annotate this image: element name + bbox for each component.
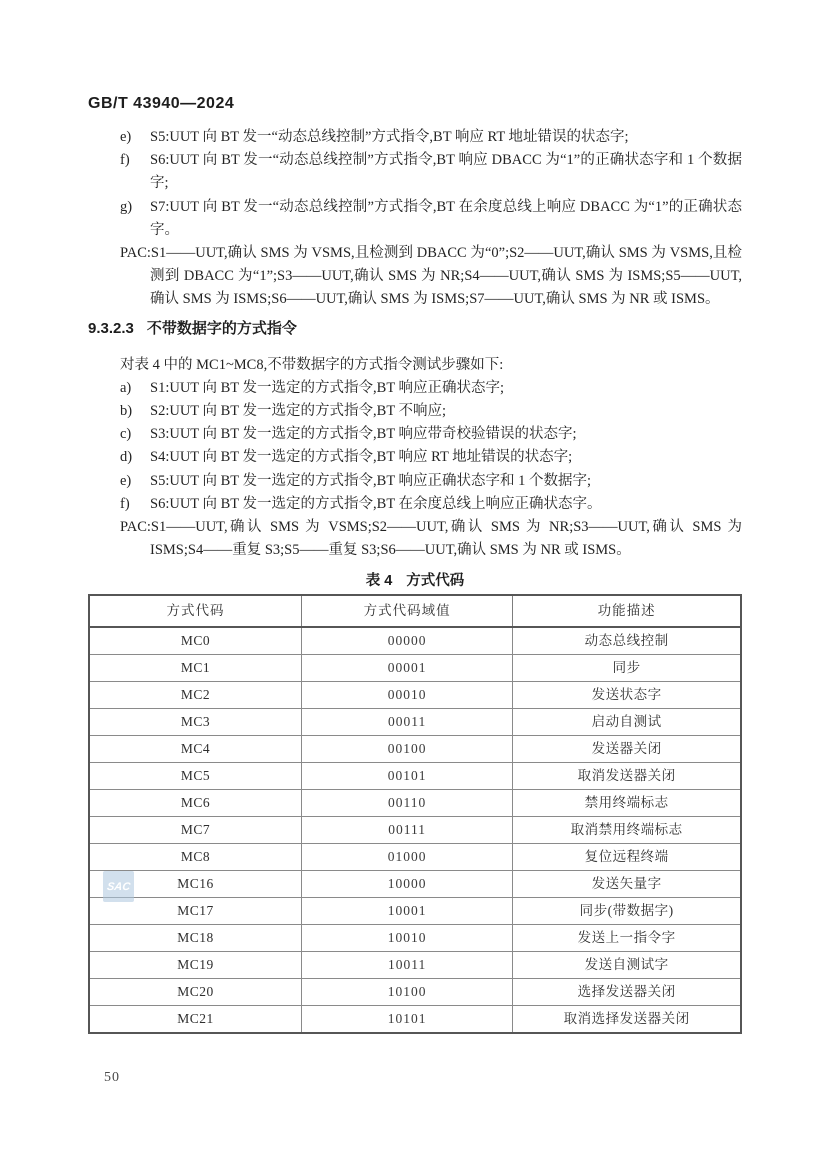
intro-paragraph: 对表 4 中的 MC1~MC8,不带数据字的方式指令测试步骤如下: [120, 356, 504, 373]
table-row [89, 708, 741, 735]
table-caption-label: 表 4 [365, 573, 393, 590]
cell-description: 启动自测试 [513, 708, 741, 735]
pac-paragraph-2: PAC:S1——UUT,确认 SMS 为 VSMS;S2——UUT,确认 SMS 为 NR;S3——UUT,确认 SMS 为 ISMS;S4——重复 S3;S5——重复 S3;S6——UUT,确认 SMS 为 NR 或 ISMS。 [120, 519, 742, 559]
table-row [89, 816, 741, 843]
list-item [88, 423, 742, 446]
list-item-marker: g) [120, 198, 133, 215]
section-title: 不带数据字的方式指令 [146, 319, 297, 337]
table-row [89, 978, 741, 1005]
cell-mode-code: MC19 [89, 951, 302, 978]
cell-code-value: 10011 [302, 951, 513, 978]
list-item-text: S6:UUT 向 BT 发一选定的方式指令,BT 在余度总线上响应正确状态字。 [150, 495, 602, 512]
cell-description: 复位远程终端 [513, 843, 741, 870]
list-item-text: S3:UUT 向 BT 发一选定的方式指令,BT 响应带奇校验错误的状态字; [150, 426, 577, 443]
table-row [89, 789, 741, 816]
section-number: 9.3.2.3 [88, 319, 134, 337]
list-item-marker: f) [120, 495, 130, 512]
cell-code-value: 00110 [302, 789, 513, 816]
cell-mode-code: MC2 [89, 681, 302, 708]
cell-code-value: 00011 [302, 708, 513, 735]
cell-mode-code: MC3 [89, 708, 302, 735]
mode-code-table [88, 594, 742, 1034]
sac-watermark-logo [103, 871, 134, 902]
cell-mode-code: MC0 [89, 627, 302, 655]
list-item-marker: f) [120, 152, 130, 169]
cell-description: 动态总线控制 [513, 627, 741, 655]
cell-description: 发送状态字 [513, 681, 741, 708]
list-item-marker: c) [120, 426, 132, 443]
table-row [89, 654, 741, 681]
table-caption [88, 570, 742, 593]
cell-code-value: 10001 [302, 897, 513, 924]
list-item [88, 377, 742, 400]
table-caption-title: 方式代码 [406, 573, 465, 590]
list-item-marker: e) [120, 129, 132, 145]
cell-code-value: 00101 [302, 762, 513, 789]
list-item-text: S2:UUT 向 BT 发一选定的方式指令,BT 不响应; [150, 403, 447, 420]
sac-logo-text: SAC [106, 880, 131, 893]
table-body [89, 627, 741, 1033]
table-row [89, 627, 741, 655]
cell-mode-code: MC17 [89, 897, 302, 924]
table-row [89, 762, 741, 789]
list-item-text: S4:UUT 向 BT 发一选定的方式指令,BT 响应 RT 地址错误的状态字; [150, 449, 573, 466]
list-item-marker: e) [120, 472, 132, 489]
cell-description: 发送自测试字 [513, 951, 741, 978]
list-item-marker: a) [120, 379, 132, 396]
cell-description: 发送上一指令字 [513, 924, 741, 951]
cell-code-value: 10000 [302, 870, 513, 897]
table-row [89, 735, 741, 762]
page-number: 50 [104, 1070, 120, 1085]
cell-description: 取消发送器关闭 [513, 762, 741, 789]
table-row [89, 897, 741, 924]
cell-description: 选择发送器关闭 [513, 978, 741, 1005]
cell-mode-code: MC8 [89, 843, 302, 870]
list-item [88, 400, 742, 423]
list-item-marker: d) [120, 449, 133, 466]
list-item-text: S5:UUT 向 BT 发一选定的方式指令,BT 响应正确状态字和 1 个数据字; [150, 472, 592, 489]
page-content [88, 126, 742, 1034]
table-row [89, 1005, 741, 1033]
list-item [88, 196, 742, 242]
cell-description: 发送矢量字 [513, 870, 741, 897]
cell-description: 同步(带数据字) [513, 897, 741, 924]
cell-mode-code: MC6 [89, 789, 302, 816]
column-header-code-value: 方式代码域值 [302, 595, 513, 627]
table-row [89, 843, 741, 870]
cell-code-value: 10100 [302, 978, 513, 1005]
cell-code-value: 00001 [302, 654, 513, 681]
list-item-marker: b) [120, 403, 133, 420]
cell-mode-code: MC20 [89, 978, 302, 1005]
list-item-text: S1:UUT 向 BT 发一选定的方式指令,BT 响应正确状态字; [150, 379, 505, 396]
cell-code-value: 00100 [302, 735, 513, 762]
cell-description: 取消禁用终端标志 [513, 816, 741, 843]
cell-description: 禁用终端标志 [513, 789, 741, 816]
cell-description: 同步 [513, 654, 741, 681]
table-row [89, 951, 741, 978]
list-item [88, 126, 742, 149]
table-row [89, 924, 741, 951]
table-header-row [89, 595, 741, 627]
cell-mode-code: MC1 [89, 654, 302, 681]
cell-mode-code: MC4 [89, 735, 302, 762]
cell-code-value: 00111 [302, 816, 513, 843]
list-item [88, 493, 742, 516]
column-header-description: 功能描述 [513, 595, 741, 627]
cell-code-value: 10010 [302, 924, 513, 951]
list-item-text: S6:UUT 向 BT 发一“动态总线控制”方式指令,BT 响应 DBACC 为“1”的正确状态字和 1 个数据字; [150, 152, 742, 192]
cell-code-value: 00000 [302, 627, 513, 655]
pac-paragraph-1: PAC:S1——UUT,确认 SMS 为 VSMS,且检测到 DBACC 为“0”;S2——UUT,确认 SMS 为 VSMS,且检测到 DBACC 为“1”;S3——UUT,确认 SMS 为 NR;S4——UUT,确认 SMS 为 ISMS;S5——UUT,确认 SMS 为 ISMS;S6——UUT,确认 SMS 为 ISMS;S7——UUT,确认 SMS 为 NR 或 ISMS。 [120, 245, 742, 308]
list-item-text: S7:UUT 向 BT 发一“动态总线控制”方式指令,BT 在余度总线上响应 DBACC 为“1”的正确状态字。 [150, 198, 742, 238]
cell-mode-code: MC5 [89, 762, 302, 789]
list-item [88, 446, 742, 469]
cell-description: 发送器关闭 [513, 735, 741, 762]
step-list-dynamic-bus-control [88, 126, 742, 242]
cell-mode-code: MC16 [89, 870, 302, 897]
column-header-mode-code: 方式代码 [89, 595, 302, 627]
cell-code-value: 10101 [302, 1005, 513, 1033]
list-item [88, 149, 742, 195]
cell-mode-code: MC21 [89, 1005, 302, 1033]
table-row [89, 870, 741, 897]
cell-mode-code: MC18 [89, 924, 302, 951]
section-heading [88, 317, 742, 341]
list-item [88, 470, 742, 493]
step-list-no-data-word [88, 377, 742, 516]
standard-code: GB/T 43940—2024 [88, 95, 235, 112]
cell-description: 取消选择发送器关闭 [513, 1005, 741, 1033]
cell-code-value: 01000 [302, 843, 513, 870]
table-row [89, 681, 741, 708]
cell-code-value: 00010 [302, 681, 513, 708]
cell-mode-code: MC7 [89, 816, 302, 843]
list-item-text: S5:UUT 向 BT 发一“动态总线控制”方式指令,BT 响应 RT 地址错误的状态字; [150, 129, 629, 145]
